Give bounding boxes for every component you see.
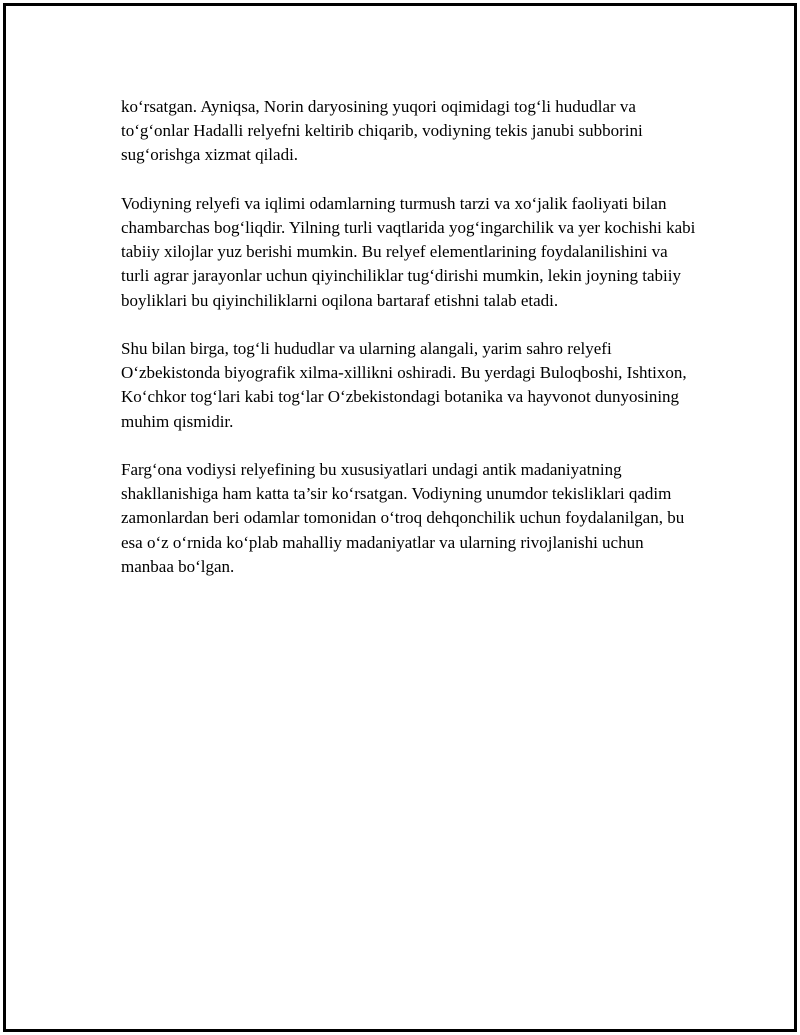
paragraph-1: ko‘rsatgan. Ayniqsa, Norin daryosining yuqori oqimidagi tog‘li hududlar va to‘g‘onlar Hadalli relyefni keltirib chiqarib, vodiyning tekis janubi subborini sug‘orishga xizmat qiladi.: [121, 97, 643, 165]
paragraph-4: Farg‘ona vodiysi relyefining bu xususiyatlari undagi antik madaniyatning shakllanishiga ham katta ta’sir ko‘rsatgan. Vodiyning unumdor tekisliklari qadim zamonlardan beri odamlar tomonidan o‘troq dehqonchilik uchun foydalanilgan, bu esa o‘z o‘rnida ko‘plab mahalliy madaniyatlar va ularning rivojlanishi uchun manbaa bo‘lgan.: [121, 460, 685, 576]
paragraph-3: Shu bilan birga, tog‘li hududlar va ularning alangali, yarim sahro relyefi O‘zbekistonda biyografik xilma-xillikni oshiradi. Bu yerdagi Buloqboshi, Ishtixon, Ko‘chkor tog‘lari kabi tog‘lar O‘zbekistondagi botanika va hayvonot dunyosining muhim qismidir.: [121, 339, 687, 431]
paragraph-2: Vodiyning relyefi va iqlimi odamlarning turmush tarzi va xo‘jalik faoliyati bilan chambarchas bog‘liqdir. Yilning turli vaqtlarida yog‘ingarchilik va yer kochishi kabi tabiiy xilojlar yuz berishi mumkin. Bu relyef elementlarining foydalanilishini va turli agrar jarayonlar uchun qiyinchiliklar tug‘dirishi mumkin, lekin joyning tabiiy boyliklari bu qiyinchiliklarni oqilona bartaraf etishni talab etadi.: [121, 193, 696, 310]
document-body: [121, 95, 696, 603]
page-frame: [3, 3, 797, 1032]
